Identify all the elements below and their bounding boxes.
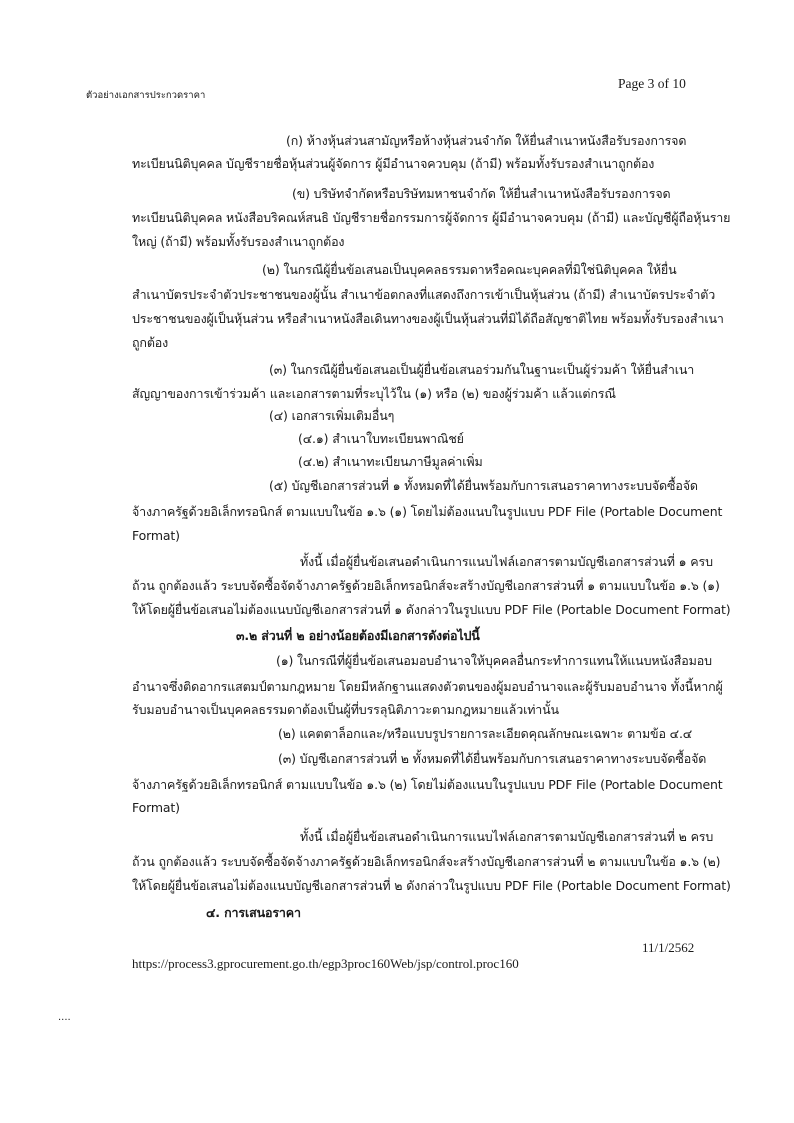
footer-date: 11/1/2562: [642, 940, 695, 955]
note-2-cont-2: ให้โดยผู้ยื่นข้อเสนอไม่ต้องแนบบัญชีเอกสารส่วนที่ ๒ ดังกล่าวในรูปแบบ PDF File (Portable Document Format): [132, 878, 731, 893]
note-1-cont-1: ถ้วน ถูกต้องแล้ว ระบบจัดซื้อจัดจ้างภาครัฐด้วยอิเล็กทรอนิกส์จะสร้างบัญชีเอกสารส่วนที่ ๑ ตามแบบในข้อ ๑.๖ (๑): [132, 578, 720, 593]
item-2-cont-3: ถูกต้อง: [132, 335, 169, 350]
note-2-line: ทั้งนี้ เมื่อผู้ยื่นข้อเสนอดำเนินการแนบไฟล์เอกสารตามบัญชีเอกสารส่วนที่ ๒ ครบ: [300, 829, 714, 844]
item-5-line: (๕) บัญชีเอกสารส่วนที่ ๑ ทั้งหมดที่ได้ยื่นพร้อมกับการเสนอราคาทางระบบจัดซื้อจัด: [269, 478, 698, 493]
item-2-cont-2: ประชาชนของผู้เป็นหุ้นส่วน หรือสำเนาหนังสือเดินทางของผู้เป็นหุ้นส่วนที่มิได้ถือสัญชาติไทย พร้อมทั้งรับรองสำเนา: [132, 311, 724, 326]
item-5-cont-1: จ้างภาครัฐด้วยอิเล็กทรอนิกส์ ตามแบบในข้อ ๑.๖ (๑) โดยไม่ต้องแนบในรูปแบบ PDF File (Portable Document: [132, 504, 723, 519]
item-3-cont: สัญญาของการเข้าร่วมค้า และเอกสารตามที่ระบุไว้ใน (๑) หรือ (๒) ของผู้ร่วมค้า แล้วแต่กรณี: [132, 386, 616, 401]
note-1-line: ทั้งนี้ เมื่อผู้ยื่นข้อเสนอดำเนินการแนบไฟล์เอกสารตามบัญชีเอกสารส่วนที่ ๑ ครบ: [300, 554, 713, 569]
part2-item-3-cont-1: จ้างภาครัฐด้วยอิเล็กทรอนิกส์ ตามแบบในข้อ ๑.๖ (๒) โดยไม่ต้องแนบในรูปแบบ PDF File (Portable Document: [132, 777, 723, 792]
item-5-cont-2: Format): [132, 528, 180, 543]
page-number: Page 3 of 10: [618, 76, 686, 91]
footer-url: https://process3.gprocurement.go.th/egp3proc160Web/jsp/control.proc160: [132, 956, 519, 971]
item-b-cont-2: ใหญ่ (ถ้ามี) พร้อมทั้งรับรองสำเนาถูกต้อง: [132, 234, 345, 249]
note-1-cont-2: ให้โดยผู้ยื่นข้อเสนอไม่ต้องแนบบัญชีเอกสารส่วนที่ ๑ ดังกล่าวในรูปแบบ PDF File (Portable Document Format): [132, 602, 731, 617]
item-3-line: (๓) ในกรณีผู้ยื่นข้อเสนอเป็นผู้ยื่นข้อเสนอร่วมกันในฐานะเป็นผู้ร่วมค้า ให้ยื่นสำเนา: [269, 362, 695, 377]
part2-item-3-cont-2: Format): [132, 800, 180, 815]
item-2-cont-1: สำเนาบัตรประจำตัวประชาชนของผู้นั้น สำเนาข้อตกลงที่แสดงถึงการเข้าเป็นหุ้นส่วน (ถ้ามี) สำเนาบัตรประจำตัว: [132, 287, 716, 302]
corner-mark: ....: [58, 1012, 71, 1023]
document-title: ตัวอย่างเอกสารประกวดราคา: [86, 90, 206, 101]
item-b-line: (ข) บริษัทจำกัดหรือบริษัทมหาชนจำกัด ให้ยื่นสำเนาหนังสือรับรองการจด: [292, 186, 671, 201]
item-4-1-line: (๔.๑) สำเนาใบทะเบียนพาณิชย์: [298, 431, 464, 446]
item-a-line: (ก) ห้างหุ้นส่วนสามัญหรือห้างหุ้นส่วนจำกัด ให้ยื่นสำเนาหนังสือรับรองการจด: [286, 133, 687, 148]
item-4-line: (๔) เอกสารเพิ่มเติมอื่นๆ: [269, 408, 395, 423]
note-2-cont-1: ถ้วน ถูกต้องแล้ว ระบบจัดซื้อจัดจ้างภาครัฐด้วยอิเล็กทรอนิกส์จะสร้างบัญชีเอกสารส่วนที่ ๒ ตามแบบในข้อ ๑.๖ (๒): [132, 854, 721, 869]
part2-item-3-line: (๓) บัญชีเอกสารส่วนที่ ๒ ทั้งหมดที่ได้ยื่นพร้อมกับการเสนอราคาทางระบบจัดซื้อจัด: [278, 751, 707, 766]
item-b-cont-1: ทะเบียนนิติบุคคล หนังสือบริคณห์สนธิ บัญชีรายชื่อกรรมการผู้จัดการ ผู้มีอำนาจควบคุม (ถ้ามี) และบัญชีผู้ถือหุ้นราย: [132, 210, 731, 225]
section-4-heading: ๔. การเสนอราคา: [206, 905, 301, 920]
item-2-line: (๒) ในกรณีผู้ยื่นข้อเสนอเป็นบุคคลธรรมดาหรือคณะบุคคลที่มิใช่นิติบุคคล ให้ยื่น: [262, 262, 677, 277]
part2-item-1-line: (๑) ในกรณีที่ผู้ยื่นข้อเสนอมอบอำนาจให้บุคคลอื่นกระทำการแทนให้แนบหนังสือมอบ: [276, 653, 712, 668]
item-a-cont: ทะเบียนนิติบุคคล บัญชีรายชื่อหุ้นส่วนผู้จัดการ ผู้มีอำนาจควบคุม (ถ้ามี) พร้อมทั้งรับรองสำเนาถูกต้อง: [132, 156, 655, 171]
item-4-2-line: (๔.๒) สำเนาทะเบียนภาษีมูลค่าเพิ่ม: [298, 454, 483, 469]
part2-item-1-cont-1: อำนาจซึ่งติดอากรแสตมป์ตามกฎหมาย โดยมีหลักฐานแสดงตัวตนของผู้มอบอำนาจและผู้รับมอบอำนาจ ทั้งนี้หากผู้: [132, 679, 723, 694]
section-3-2-heading: ๓.๒ ส่วนที่ ๒ อย่างน้อยต้องมีเอกสารดังต่อไปนี้: [236, 628, 480, 643]
part2-item-1-cont-2: รับมอบอำนาจเป็นบุคคลธรรมดาต้องเป็นผู้ที่บรรลุนิติภาวะตามกฎหมายแล้วเท่านั้น: [132, 702, 559, 717]
part2-item-2-line: (๒) แคตตาล็อกและ/หรือแบบรูปรายการละเอียดคุณลักษณะเฉพาะ ตามข้อ ๔.๔: [278, 726, 693, 741]
